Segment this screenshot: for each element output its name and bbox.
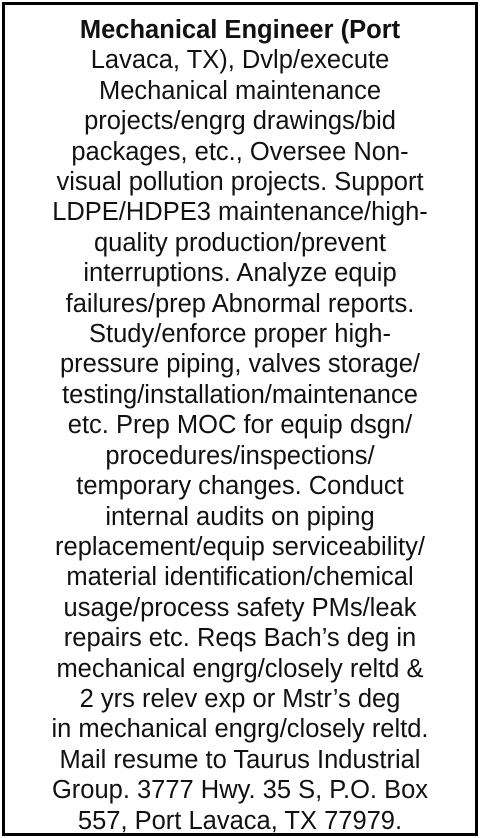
ad-text-line: visual pollution projects. Support: [56, 168, 424, 197]
ad-text-line: in mechanical engrg/closely reltd.: [51, 715, 429, 744]
ad-text-line: Group. 3777 Hwy. 35 S, P.O. Box: [51, 776, 429, 805]
ad-text-line: failures/prep Abnormal reports.: [65, 289, 415, 318]
ad-text-line: procedures/inspections/: [105, 441, 375, 470]
ad-text-line: temporary changes. Conduct: [76, 472, 404, 501]
ad-text-line: quality production/prevent: [93, 228, 387, 257]
ad-text-line: usage/process safety PMs/leak: [63, 593, 417, 622]
ad-text-line: Lavaca, TX), Dvlp/execute: [90, 46, 390, 75]
ad-text-line: packages, etc., Oversee Non-: [71, 137, 409, 166]
ad-text-line: pressure piping, valves storage/: [59, 350, 421, 379]
ad-text-line: Study/enforce proper high-: [89, 320, 391, 349]
ad-text-line: LDPE/HDPE3 maintenance/high-: [52, 198, 428, 227]
ad-text-line: 2 yrs relev exp or Mstr’s deg: [79, 684, 401, 713]
ad-text-line: mechanical engrg/closely reltd &: [56, 654, 424, 683]
ad-text-line: etc. Prep MOC for equip dsgn/: [67, 411, 413, 440]
classified-ad-frame: [2, 2, 478, 836]
classified-ad-body: [5, 15, 475, 836]
ad-text-line: repairs etc. Reqs Bach’s deg in: [63, 624, 417, 653]
ad-text-line: testing/installation/maintenance: [62, 380, 418, 409]
ad-text-line: internal audits on piping: [105, 502, 375, 531]
ad-text-line: Mail resume to Taurus Industrial: [59, 745, 421, 774]
ad-headline: Mechanical Engineer (Port: [79, 16, 401, 44]
ad-text-line: Mechanical maintenance: [98, 76, 382, 105]
ad-text-line: interruptions. Analyze equip: [83, 259, 397, 288]
ad-text-line: material identification/chemical: [66, 563, 414, 592]
ad-text-line: projects/engrg drawings/bid: [84, 107, 396, 136]
ad-text-line: replacement/equip serviceability/: [55, 532, 425, 561]
ad-text-line: 557, Port Lavaca, TX 77979.: [77, 806, 403, 835]
